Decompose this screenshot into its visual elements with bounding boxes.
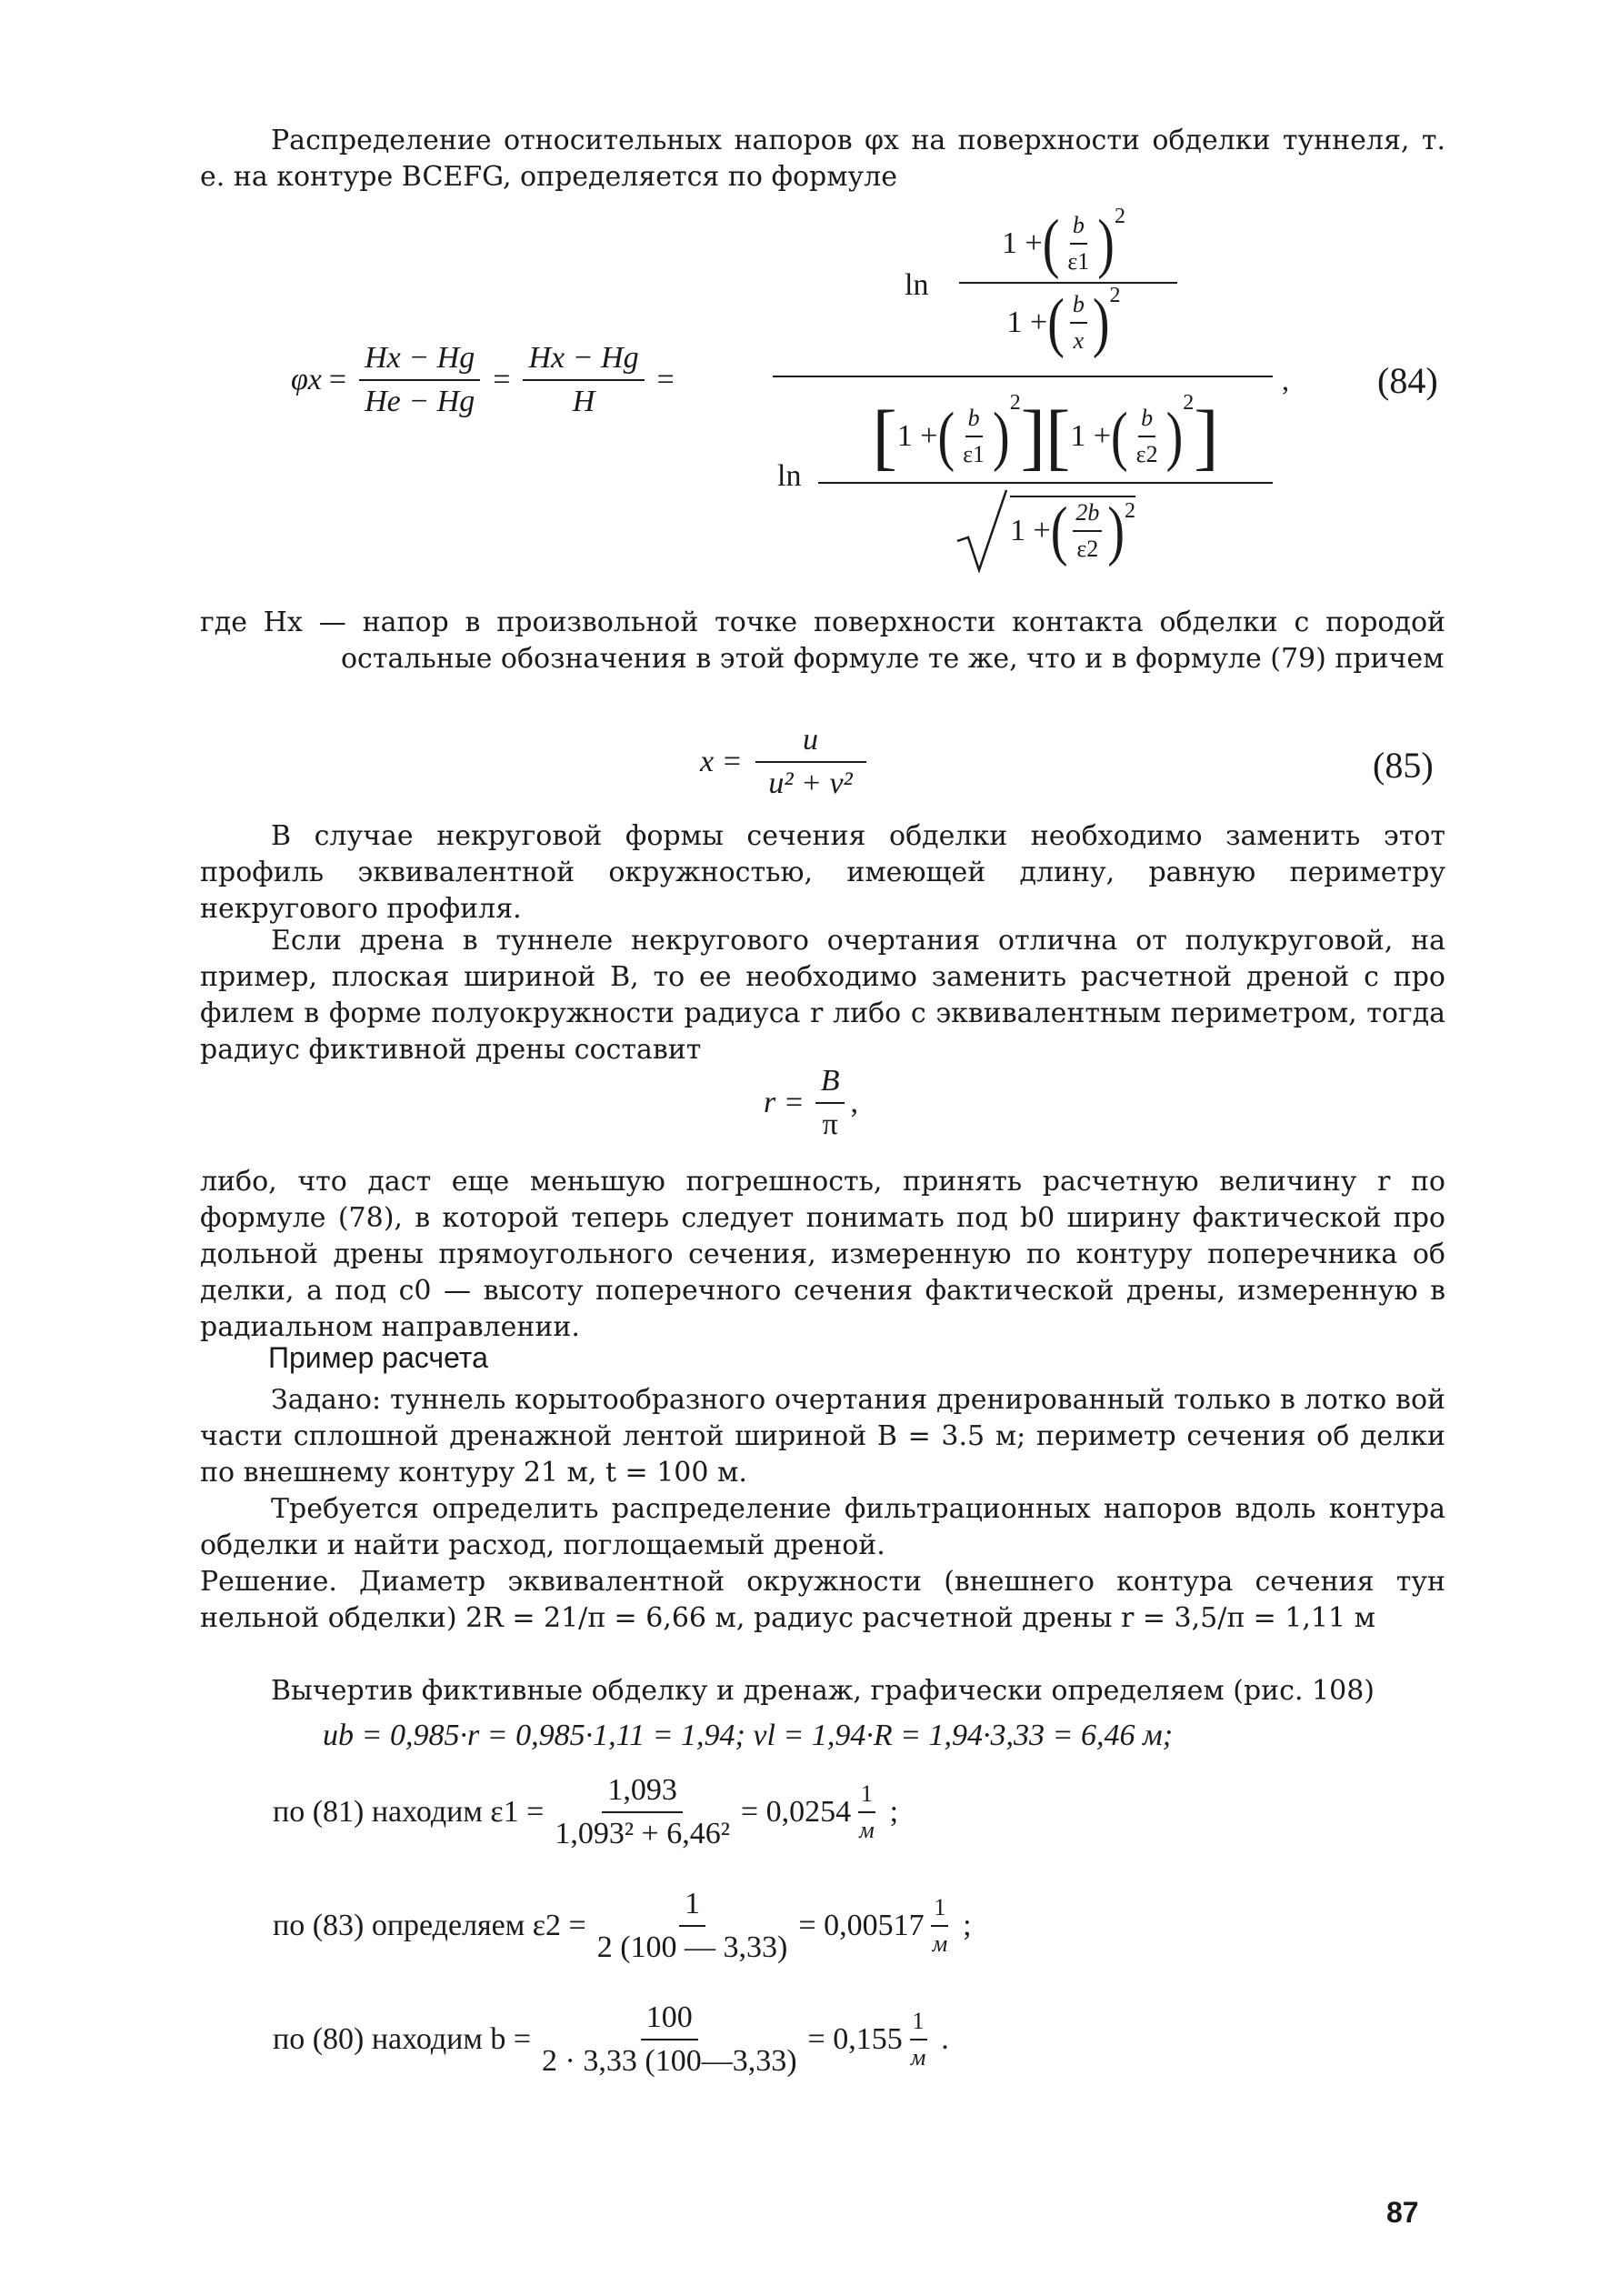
- equation-84: φx = $\frac{Hx - Hg}{He - Hg}$ = $\frac{Hx - Hg}{H}$ = , ln 1 + ( $\frac{b}{\varepsilon 1}$ ) $^2$ 1 + ( $\frac{b}{x}$ ) $^2$ ln [ 1 + ( $\frac{b}{\varepsilon 1}$ ) $^2$ ] [ 1 + ( $\frac{b}{\varepsilon 2}$ ) $^2$ ] 1 + ( $\frac{2b}{\varepsilon 2}$ ) $^2$: [291, 205, 1409, 577]
- example-heading: Пример расчета: [268, 1341, 488, 1374]
- equation-number-85: (85): [1373, 745, 1434, 786]
- ub-vl-line: ub = 0,985·r = 0,985·1,11 = 1,94; vl = 1,94·R = 1,94·3,33 = 6,46 м;: [323, 1719, 1174, 1752]
- page-number: 87: [1386, 2196, 1419, 2229]
- noncircular-paragraph: В случае некруговой формы сечения обделки необходимо заменить этот профиль эквивалентной окружностью, имеющей длину, равную периметру некругового профиля.: [200, 820, 1445, 925]
- where-paragraph: где Hx — напор в произвольной точке поверхности контакта обделки с породой остальные обозначения в этой формуле те же, что и в формуле (79) причем: [200, 607, 1445, 675]
- eq84-fraction-2: $\frac{Hx - Hg}{H}$: [523, 341, 644, 419]
- drain-paragraph: Если дрена в туннеле некругового очертания отлична от полукруговой, на пример, плоская шириной B, то ее необходимо заменить расчетной дреной с про филем в форме полуокружности радиуса r либо с эквивалентным периметром, тогда радиус фиктивной дрены составит: [200, 925, 1445, 1066]
- calc-81: по (81) находим ε1 = $\frac{1,093}{\text{1,093² + 6,46²}}$ = 0,0254 $\frac{1}{м}$ ;: [273, 1773, 899, 1850]
- calc-83: по (83) определяем ε2 = $\frac{1}{2 (100 — 3,33)}$ = 0,00517 $\frac{1}{м}$ ;: [273, 1887, 972, 1964]
- calc-80: по (80) находим b = $\frac{100}{2 \cdot 3,33 (100—3,33)}$ = 0,155 $\frac{1}{м}$ .: [273, 2000, 949, 2078]
- equation-r: r = $\frac{B}{\pi}$ ,: [764, 1064, 858, 1141]
- intro-paragraph: Распределение относительных напоров φx на поверхности обделки туннеля, т. е. на контуре BCEFG, определяется по формуле: [200, 125, 1445, 193]
- draw-paragraph: Вычертив фиктивные обделку и дренаж, графически определяем (рис. 108): [271, 1675, 1375, 1707]
- required-paragraph: Требуется определить распределение фильтрационных напоров вдоль контура обделки и найти расход, поглощаемый дреной.: [200, 1493, 1445, 1561]
- eq84-lhs: φx: [291, 363, 322, 396]
- given-paragraph: Задано: туннель корытообразного очертания дренированный только в лотко вой части сплошной дренажной лентой шириной B = 3.5 м; периметр сечения об делки по внешнему контуру 21 м, t = 100 м.: [200, 1384, 1445, 1489]
- square-root-icon: [955, 486, 1010, 573]
- equation-85: x = $\frac{u}{\text{u² + v²}}$: [700, 723, 872, 801]
- solution-paragraph: Решение. Диаметр эквивалентной окружности (внешнего контура сечения тун нельной обделки) 2R = 21/π = 6,66 м, радиус расчетной дрены r = 3,5/π = 1,11 м: [200, 1566, 1445, 1634]
- eq84-fraction-1: $\frac{Hx - Hg}{He - Hg}$: [359, 341, 480, 419]
- eq84-main-fraction-bar: [773, 376, 1273, 377]
- equation-number-84: (84): [1377, 360, 1438, 401]
- alternative-paragraph: либо, что даст еще меньшую погрешность, принять расчетную величину r по формуле (78), в которой теперь следует понимать под b0 ширину фактической про дольной дрены прямоугольного сечения, измеренную по контуру поперечника об делки, а под c0 — высоту поперечного сечения фактической дрены, измеренную в радиальном направлении.: [200, 1166, 1445, 1343]
